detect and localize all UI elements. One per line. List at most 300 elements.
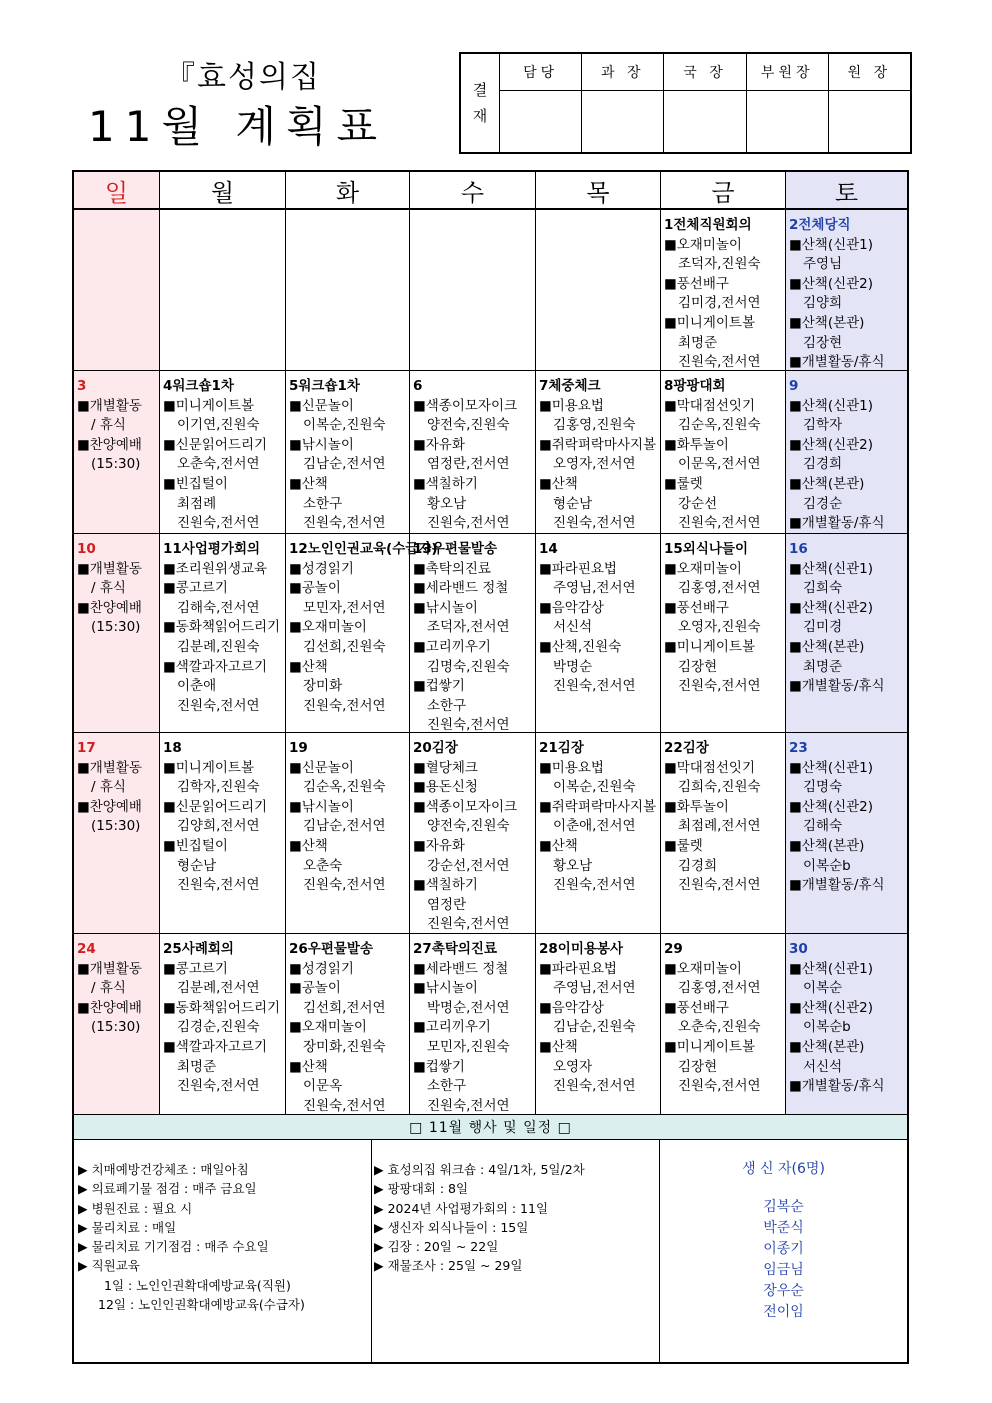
activity-staff: 최명준 <box>177 1058 217 1075</box>
activity-item: ■산책(신관2) <box>789 999 874 1016</box>
activity-staff: 김희숙 <box>803 580 843 597</box>
activity-item: ■컵쌓기 <box>413 1058 465 1075</box>
activity-staff: 진원숙,전서연 <box>553 678 636 695</box>
activity-staff: 강순선,전서연 <box>427 857 510 874</box>
weekday-header <box>74 172 907 210</box>
activity-item: ■산책 <box>289 658 328 675</box>
activity-staff: 김선희,진원숙 <box>303 638 386 655</box>
activity-item: ■산책(본관) <box>789 837 865 854</box>
calendar-day-cell[interactable] <box>160 534 286 732</box>
activity-item: ■색칠하기 <box>413 475 478 492</box>
calendar-day-cell[interactable] <box>786 534 907 732</box>
calendar-day-cell[interactable] <box>160 210 286 370</box>
activity-staff: 진원숙,전서연 <box>303 877 386 894</box>
activity-item: ■고리끼우기 <box>413 1019 491 1036</box>
activity-item: ■산책(신관1) <box>789 759 874 776</box>
calendar-day-cell[interactable] <box>786 733 907 933</box>
calendar-day-cell[interactable] <box>286 934 410 1114</box>
activity-staff: 주영님,전서연 <box>553 980 636 997</box>
activity-staff: 김순옥,진원숙 <box>678 417 761 434</box>
calendar-day-cell[interactable] <box>410 210 536 370</box>
activity-item: ■색종이모자이크 <box>413 798 518 815</box>
day-number: 24 <box>77 941 96 957</box>
activity-staff: 이복순b <box>803 1019 851 1036</box>
activity-staff: 최명준 <box>678 334 718 351</box>
activity-staff: 진원숙,전서연 <box>177 515 260 532</box>
activity-item: ■산책(본관) <box>789 638 865 655</box>
activity-item: ■미니게이트볼 <box>664 1038 756 1055</box>
weekday-mon: 월 <box>160 172 286 208</box>
approval-col-vice <box>747 54 829 152</box>
activity-item: ■풍선배구 <box>664 599 729 616</box>
page-title-line2: 11월 계획표 <box>88 102 388 151</box>
activity-staff: 진원숙,전서연 <box>678 877 761 894</box>
schedule-item: ▶ 물리치료 : 매일 <box>78 1219 177 1235</box>
day-number: 12노인인권교육(수급자) <box>289 541 438 557</box>
activity-item: ■산책(본관) <box>789 475 865 492</box>
day-number: 17 <box>77 740 96 756</box>
birthday-column <box>660 1140 907 1362</box>
activity-staff: 서신석 <box>553 619 593 636</box>
activity-item: ■신문놀이 <box>289 397 354 414</box>
activity-item: ■조리원위생교육 <box>163 560 268 577</box>
activity-item: ■색깔과자고르기 <box>163 658 268 675</box>
calendar-day-cell[interactable] <box>410 534 536 732</box>
activity-item: ■파라핀요법 <box>539 560 617 577</box>
activity-item: ■색칠하기 <box>413 877 478 894</box>
activity-item: ■미니게이트볼 <box>163 397 255 414</box>
calendar-day-cell[interactable] <box>536 371 661 533</box>
day-number: 10 <box>77 541 96 557</box>
activity-item: ■산책(신관2) <box>789 599 874 616</box>
activity-staff: 김양희,전서연 <box>177 818 260 835</box>
activity-item: ■찬양예배 <box>77 599 142 616</box>
day-number: 4워크숍1차 <box>163 378 234 394</box>
calendar-day-cell[interactable] <box>661 534 786 732</box>
day-number: 28이미용봉사 <box>539 941 623 957</box>
activity-item: ■미용요법 <box>539 759 604 776</box>
activity-staff: 진원숙,전서연 <box>553 877 636 894</box>
approval-label-top: 결 <box>472 81 488 99</box>
calendar-weeks <box>74 210 907 1115</box>
activity-item: ■막대점선잇기 <box>664 759 756 776</box>
schedule-item: ▶ 재물조사 : 25일 ~ 29일 <box>374 1258 523 1274</box>
activity-item: ■개별활동 <box>77 960 142 977</box>
activity-staff: 김명숙 <box>803 779 843 796</box>
activity-staff: 김학자,진원숙 <box>177 779 260 796</box>
day-number: 6 <box>413 378 423 394</box>
day-number: 11사업평가회의 <box>163 541 261 557</box>
calendar-week-row <box>74 210 907 371</box>
activity-staff: 김분례,진원숙 <box>177 638 260 655</box>
activity-item: ■공놀이 <box>289 580 341 597</box>
activity-item: ■자유화 <box>413 837 465 854</box>
activity-staff: 김희숙,진원숙 <box>678 779 761 796</box>
birthday-title: 생 신 자(6명) <box>742 1161 825 1177</box>
calendar-table <box>72 170 909 1364</box>
calendar-day-cell[interactable] <box>74 733 160 933</box>
activity-staff: 박명순,전서연 <box>427 999 510 1016</box>
schedule-left-column <box>74 1140 372 1362</box>
activity-staff: 주영님 <box>803 256 843 273</box>
approval-sign-slot[interactable] <box>582 91 663 152</box>
birthday-name: 임금님 <box>763 1262 804 1279</box>
calendar-day-cell[interactable] <box>286 210 410 370</box>
day-number: 16 <box>789 541 808 557</box>
calendar-day-cell[interactable] <box>661 210 786 370</box>
activity-item: ■신문읽어드리기 <box>163 798 268 815</box>
calendar-week-row <box>74 934 907 1115</box>
activity-item: ■미니게이트볼 <box>664 638 756 655</box>
schedule-item: 12일 : 노인인권확대예방교육(수급자) <box>98 1297 305 1313</box>
activity-staff: 오춘숙,진원숙 <box>678 1019 761 1036</box>
activity-staff: 오영자,전서연 <box>553 456 636 473</box>
weekday-fri: 금 <box>661 172 786 208</box>
activity-item: ■콩고르기 <box>163 580 228 597</box>
activity-item: ■고리끼우기 <box>413 638 491 655</box>
schedule-item: ▶ 김장 : 20일 ~ 22일 <box>374 1239 499 1255</box>
activity-item: ■찬양예배 <box>77 436 142 453</box>
activity-item: ■쥐락펴락마사지볼 <box>539 798 657 815</box>
activity-staff: 양전숙,진원숙 <box>427 818 510 835</box>
calendar-day-cell[interactable] <box>74 210 160 370</box>
approval-col-staff <box>500 54 582 152</box>
birthday-name: 박준식 <box>763 1220 804 1237</box>
approval-sign-slot[interactable] <box>500 91 581 152</box>
activity-staff: 형순남 <box>177 857 217 874</box>
activity-staff: 오영자 <box>553 1058 593 1075</box>
activity-staff: (15:30) <box>91 818 141 835</box>
activity-item: ■쥐락펴락마사지볼 <box>539 436 657 453</box>
activity-item: ■화투놀이 <box>664 436 729 453</box>
activity-item: ■미니게이트볼 <box>163 759 255 776</box>
calendar-day-cell[interactable] <box>286 733 410 933</box>
activity-staff: / 휴식 <box>91 980 126 997</box>
day-number: 22김장 <box>664 740 709 756</box>
activity-item: ■낚시놀이 <box>413 599 478 616</box>
activity-item: ■혈당체크 <box>413 759 478 776</box>
activity-item: ■색종이모자이크 <box>413 397 518 414</box>
activity-staff: 김미경,전서연 <box>678 295 761 312</box>
activity-item: ■산책(신관1) <box>789 560 874 577</box>
approval-col-bureau <box>664 54 746 152</box>
schedule-item: 1일 : 노인인권확대예방교육(직원) <box>104 1277 291 1293</box>
schedule-item: ▶ 2024년 사업평가회의 : 11일 <box>374 1200 549 1216</box>
calendar-day-cell[interactable] <box>536 934 661 1114</box>
activity-staff: 진원숙,전서연 <box>678 354 761 371</box>
activity-staff: / 휴식 <box>91 417 126 434</box>
day-number: 1전체직원회의 <box>664 217 752 233</box>
activity-staff: / 휴식 <box>91 580 126 597</box>
activity-item: ■개별활동 <box>77 759 142 776</box>
activity-item: ■콩고르기 <box>163 960 228 977</box>
activity-item: ■동화책읽어드리기 <box>163 999 281 1016</box>
activity-staff: (15:30) <box>91 456 141 473</box>
activity-staff: 김경순 <box>803 495 843 512</box>
activity-staff: 진원숙,전서연 <box>678 1078 761 1095</box>
day-number: 19 <box>289 740 308 756</box>
activity-item: ■성경읽기 <box>289 560 354 577</box>
schedule-item: ▶ 물리치료 기기점검 : 매주 수요일 <box>78 1239 269 1255</box>
activity-item: ■룰렛 <box>664 837 703 854</box>
schedule-item: ▶ 직원교육 <box>78 1258 140 1274</box>
schedule-item: ▶ 팡팡대회 : 8일 <box>374 1181 469 1197</box>
activity-staff: 강순선 <box>678 495 718 512</box>
activity-item: ■오재미놀이 <box>664 560 742 577</box>
approval-head: 부원장 <box>747 54 828 91</box>
calendar-day-cell[interactable] <box>786 210 907 370</box>
birthday-name: 전이임 <box>763 1304 804 1321</box>
activity-item: ■낚시놀이 <box>289 798 354 815</box>
activity-item: ■개별활동 <box>77 560 142 577</box>
approval-head: 과 장 <box>582 54 663 91</box>
activity-staff: 진원숙,전서연 <box>177 697 260 714</box>
activity-staff: 김장현 <box>678 658 718 675</box>
activity-staff: 모민자,진원숙 <box>427 1038 510 1055</box>
activity-staff: 염정란 <box>427 896 467 913</box>
activity-staff: 김홍영,전서연 <box>678 980 761 997</box>
calendar-day-cell[interactable] <box>410 733 536 933</box>
calendar-day-cell[interactable] <box>786 934 907 1114</box>
activity-item: ■세라밴드 정철 <box>413 960 509 977</box>
activity-staff: 황오남 <box>553 857 593 874</box>
activity-staff: 진원숙,전서연 <box>303 1097 386 1114</box>
activity-staff: 오춘숙 <box>303 857 343 874</box>
day-number: 9 <box>789 378 799 394</box>
day-number: 14 <box>539 541 558 557</box>
activity-staff: 진원숙,전서연 <box>553 1078 636 1095</box>
birthday-name: 김복순 <box>763 1199 804 1216</box>
activity-item: ■오재미놀이 <box>289 619 367 636</box>
weekday-sun: 일 <box>74 172 160 208</box>
calendar-week-row <box>74 733 907 934</box>
day-number: 7체중체크 <box>539 378 601 394</box>
day-number: 5워크숍1차 <box>289 378 360 394</box>
calendar-day-cell[interactable] <box>536 534 661 732</box>
activity-staff: 장미화,진원숙 <box>303 1038 386 1055</box>
day-number: 13우편물발송 <box>413 541 497 557</box>
calendar-day-cell[interactable] <box>74 371 160 533</box>
activity-staff: 김양희 <box>803 295 843 312</box>
day-number: 23 <box>789 740 808 756</box>
activity-staff: 김경순,진원숙 <box>177 1019 260 1036</box>
day-number: 30 <box>789 941 808 957</box>
activity-staff: 소한구 <box>427 697 467 714</box>
activity-staff: 진원숙,전서연 <box>427 717 510 734</box>
activity-staff: 오영자,진원숙 <box>678 619 761 636</box>
calendar-day-cell[interactable] <box>536 733 661 933</box>
activity-item: ■빈집털이 <box>163 475 228 492</box>
day-number: 15외식나들이 <box>664 541 748 557</box>
approval-head: 담당 <box>500 54 581 91</box>
activity-item: ■오재미놀이 <box>289 1019 367 1036</box>
activity-item: ■산책 <box>539 837 578 854</box>
activity-item: ■룰렛 <box>664 475 703 492</box>
activity-item: ■막대점선잇기 <box>664 397 756 414</box>
activity-staff: 이춘애,전서연 <box>553 818 636 835</box>
activity-staff: 조덕자,전서연 <box>427 619 510 636</box>
activity-item: ■산책(신관2) <box>789 798 874 815</box>
activity-staff: 김장현 <box>803 334 843 351</box>
schedule-item: ▶ 효성의집 워크숍 : 4일/1차, 5일/2차 <box>374 1162 585 1177</box>
calendar-day-cell[interactable] <box>160 733 286 933</box>
activity-item: ■찬양예배 <box>77 798 142 815</box>
day-number: 29 <box>664 941 683 957</box>
activity-item: ■세라밴드 정철 <box>413 580 509 597</box>
activity-staff: 이기연,진원숙 <box>177 417 260 434</box>
schedule-section <box>74 1140 907 1362</box>
day-number: 18 <box>163 740 182 756</box>
activity-item: ■개별활동/휴식 <box>789 1078 885 1095</box>
activity-item: ■산책(신관1) <box>789 960 874 977</box>
calendar-day-cell[interactable] <box>160 371 286 533</box>
activity-staff: 김명숙,진원숙 <box>427 658 510 675</box>
activity-staff: 진원숙,전서연 <box>553 515 636 532</box>
weekday-thu: 목 <box>536 172 661 208</box>
activity-staff: 진원숙,전서연 <box>177 1078 260 1095</box>
activity-staff: 양전숙,진원숙 <box>427 417 510 434</box>
schedule-item: ▶ 생신자 외식나들이 : 15일 <box>374 1219 529 1235</box>
activity-staff: / 휴식 <box>91 779 126 796</box>
activity-item: ■산책,진원숙 <box>539 638 622 655</box>
activity-item: ■찬양예배 <box>77 999 142 1016</box>
schedule-item: ▶ 병원진료 : 필요 시 <box>78 1200 193 1216</box>
activity-staff: 김경희 <box>803 456 843 473</box>
calendar-day-cell[interactable] <box>74 534 160 732</box>
schedule-item: ▶ 치매예방건강체조 : 매일아침 <box>78 1162 249 1177</box>
schedule-header: □ 11월 행사 및 일정 □ <box>74 1115 907 1140</box>
activity-staff: 김분례,전서연 <box>177 980 260 997</box>
activity-staff: 김학자 <box>803 417 843 434</box>
activity-staff: 진원숙,전서연 <box>678 678 761 695</box>
activity-staff: 황오남 <box>427 495 467 512</box>
activity-item: ■용돈신청 <box>413 779 478 796</box>
activity-item: ■색깔과자고르기 <box>163 1038 268 1055</box>
calendar-day-cell[interactable] <box>286 534 438 732</box>
calendar-day-cell[interactable] <box>661 934 786 1114</box>
activity-staff: 소한구 <box>427 1078 467 1095</box>
activity-staff: 형순남 <box>553 495 593 512</box>
activity-staff: 최점례,전서연 <box>678 818 761 835</box>
approval-head: 원 장 <box>829 54 910 91</box>
activity-item: ■컵쌓기 <box>413 678 465 695</box>
activity-item: ■빈집털이 <box>163 837 228 854</box>
activity-staff: 조덕자,진원숙 <box>678 256 761 273</box>
activity-item: ■파라핀요법 <box>539 960 617 977</box>
activity-staff: 장미화 <box>303 678 343 695</box>
activity-staff: 이문옥 <box>303 1078 343 1095</box>
activity-staff: 이춘애 <box>177 678 217 695</box>
calendar-day-cell[interactable] <box>661 733 786 933</box>
activity-item: ■개별활동/휴식 <box>789 354 885 371</box>
activity-staff: 김순옥,진원숙 <box>303 779 386 796</box>
weekday-sat: 토 <box>786 172 907 208</box>
schedule-item: ▶ 의료폐기물 점검 : 매주 금요일 <box>78 1181 257 1197</box>
activity-item: ■산책(본관) <box>789 1038 865 1055</box>
activity-item: ■산책 <box>539 475 578 492</box>
day-number: 2전체당직 <box>789 217 851 233</box>
day-number: 25사례회의 <box>163 941 234 957</box>
day-number: 20김장 <box>413 740 458 756</box>
activity-item: ■개별활동/휴식 <box>789 515 885 532</box>
activity-item: ■미니게이트볼 <box>664 314 756 331</box>
day-number: 21김장 <box>539 740 584 756</box>
activity-item: ■자유화 <box>413 436 465 453</box>
approval-sign-slot[interactable] <box>829 91 910 152</box>
activity-item: ■산책 <box>289 837 328 854</box>
activity-item: ■개별활동/휴식 <box>789 678 885 695</box>
activity-item: ■음악감상 <box>539 599 604 616</box>
activity-staff: 김해숙,전서연 <box>177 599 260 616</box>
activity-item: ■미용요법 <box>539 397 604 414</box>
calendar-day-cell[interactable] <box>410 371 536 533</box>
activity-item: ■풍선배구 <box>664 275 729 292</box>
activity-item: ■산책(신관1) <box>789 397 874 414</box>
day-number: 8팡팡대회 <box>664 378 726 394</box>
activity-item: ■산책 <box>289 475 328 492</box>
birthday-name: 이종기 <box>763 1241 804 1258</box>
calendar-day-cell[interactable] <box>286 371 410 533</box>
activity-item: ■동화책읽어드리기 <box>163 619 281 636</box>
activity-staff: 김남순,전서연 <box>303 818 386 835</box>
approval-sign-slot[interactable] <box>664 91 745 152</box>
activity-staff: 염정란,전서연 <box>427 456 510 473</box>
calendar-day-cell[interactable] <box>661 371 786 533</box>
activity-staff: 김경희 <box>678 857 718 874</box>
calendar-day-cell[interactable] <box>536 210 661 370</box>
calendar-day-cell[interactable] <box>74 934 160 1114</box>
activity-staff: 모민자,전서연 <box>303 599 386 616</box>
activity-staff: 소한구 <box>303 495 343 512</box>
activity-staff: (15:30) <box>91 619 141 636</box>
activity-staff: 이복순b <box>803 857 851 874</box>
calendar-week-row <box>74 534 907 733</box>
approval-label-bottom: 재 <box>472 107 488 125</box>
activity-staff: 김미경 <box>803 619 843 636</box>
schedule-middle-column <box>372 1140 660 1362</box>
activity-staff: 최명준 <box>803 658 843 675</box>
activity-staff: (15:30) <box>91 1019 141 1036</box>
activity-staff: 김홍영,진원숙 <box>553 417 636 434</box>
calendar-day-cell[interactable] <box>410 934 536 1114</box>
activity-staff: 진원숙,전서연 <box>427 916 510 933</box>
activity-item: ■풍선배구 <box>664 999 729 1016</box>
calendar-day-cell[interactable] <box>160 934 286 1114</box>
activity-staff: 진원숙,전서연 <box>303 515 386 532</box>
approval-col-director <box>829 54 910 152</box>
activity-staff: 김장현 <box>678 1058 718 1075</box>
activity-item: ■산책(신관2) <box>789 275 874 292</box>
activity-staff: 김남순,전서연 <box>303 456 386 473</box>
activity-staff: 이복순,진원숙 <box>553 779 636 796</box>
activity-item: ■오재미놀이 <box>664 236 742 253</box>
activity-staff: 김홍영,전서연 <box>678 580 761 597</box>
activity-staff: 서신석 <box>803 1058 843 1075</box>
activity-item: ■개별활동 <box>77 397 142 414</box>
activity-item: ■산책 <box>539 1038 578 1055</box>
activity-item: ■신문읽어드리기 <box>163 436 268 453</box>
activity-item: ■산책(신관1) <box>789 236 874 253</box>
day-number: 3 <box>77 378 87 394</box>
activity-staff: 이복순,진원숙 <box>303 417 386 434</box>
activity-staff: 진원숙,전서연 <box>427 1097 510 1114</box>
activity-staff: 오춘숙,전서연 <box>177 456 260 473</box>
activity-item: ■낚시놀이 <box>289 436 354 453</box>
approval-sign-slot[interactable] <box>747 91 828 152</box>
activity-item: ■산책(본관) <box>789 314 865 331</box>
calendar-day-cell[interactable] <box>786 371 907 533</box>
approval-head: 국 장 <box>664 54 745 91</box>
